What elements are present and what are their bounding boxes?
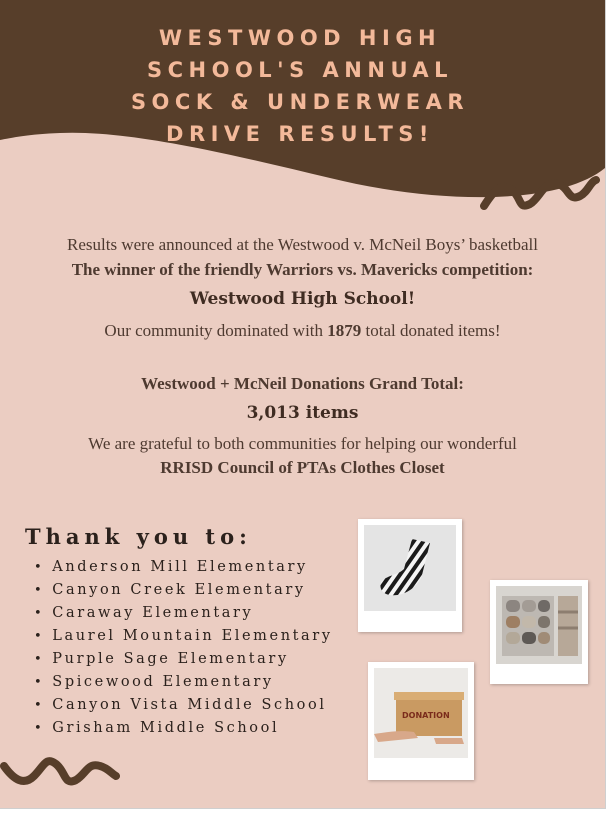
- grand-total-label: Westwood + McNeil Donations Grand Total:: [141, 374, 464, 393]
- squiggle-decoration-bottom: [0, 746, 120, 796]
- grateful-line: We are grateful to both communities for helping our wonderful: [88, 434, 517, 453]
- list-item: • Spicewood Elementary: [34, 671, 333, 694]
- list-item: • Anderson Mill Elementary: [34, 556, 333, 579]
- list-item: • Canyon Creek Elementary: [34, 579, 333, 602]
- list-item: • Canyon Vista Middle School: [34, 694, 333, 717]
- title-line-1: WESTWOOD HIGH: [158, 26, 442, 50]
- title-line-4: DRIVE RESULTS!: [166, 122, 434, 146]
- list-item: • Grisham Middle School: [34, 717, 333, 740]
- sock-photo: [358, 519, 462, 632]
- announcement-line-1: Results were announced at the Westwood v. McNeil Boys’ basketball: [67, 235, 538, 254]
- items-prefix: Our community dominated with: [104, 321, 324, 340]
- donation-box-label: DONATION: [402, 711, 450, 720]
- items-count: 1879: [327, 321, 362, 340]
- list-item: • Laurel Mountain Elementary: [34, 625, 333, 648]
- page-title: [40, 22, 560, 150]
- list-item: • Purple Sage Elementary: [34, 648, 333, 671]
- thank-you-heading: Thank you to:: [25, 524, 252, 549]
- grand-total-value: 3,013 items: [246, 403, 359, 423]
- organized-drawer-image: [496, 586, 582, 664]
- items-suffix: total donated items!: [365, 321, 501, 340]
- winner-name: Westwood High School!: [189, 289, 416, 309]
- title-line-2: SCHOOL'S ANNUAL: [146, 58, 453, 82]
- announcement-line-3: [0, 321, 605, 341]
- title-line-3: SOCK & UNDERWEAR: [130, 90, 470, 114]
- school-list: [34, 556, 333, 740]
- list-item: • Caraway Elementary: [34, 602, 333, 625]
- drawer-photo: [490, 580, 588, 684]
- donation-box-image: [374, 668, 468, 758]
- donation-box-photo: [368, 662, 474, 780]
- squiggle-decoration-top: [478, 170, 600, 216]
- striped-sock-image: [364, 525, 456, 611]
- clothes-closet-line: RRISD Council of PTAs Clothes Closet: [160, 458, 445, 477]
- announcement-line-2: The winner of the friendly Warriors vs. Mavericks competition:: [71, 260, 534, 279]
